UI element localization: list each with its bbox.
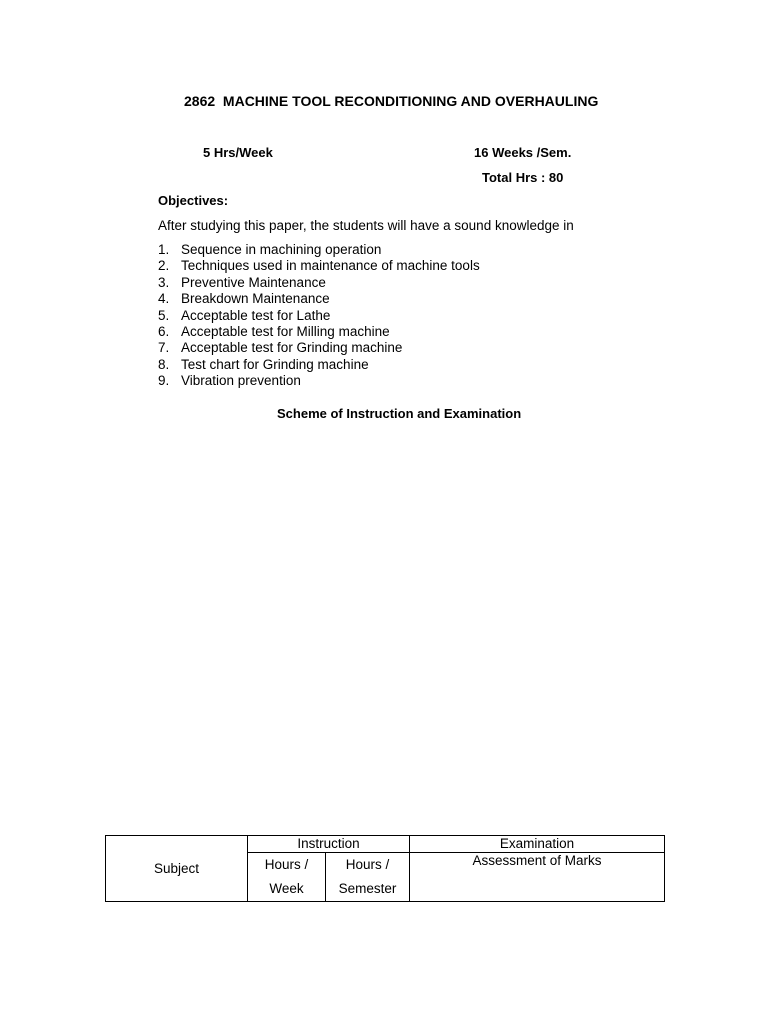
list-item-number: 1.: [158, 242, 170, 257]
list-item: [158, 357, 480, 373]
list-item-number: 6.: [158, 324, 170, 340]
list-item-text: Vibration prevention: [181, 373, 301, 389]
objectives-heading: Objectives:: [158, 193, 229, 208]
list-item-text: Techniques used in maintenance of machine tools: [181, 258, 480, 274]
list-item-text: Acceptable test for Grinding machine: [181, 340, 403, 356]
hours-week-header-cell: [248, 853, 326, 902]
list-item: [158, 324, 480, 340]
list-item-number: 5.: [158, 307, 170, 323]
hours-semester-header-cell: [326, 853, 410, 902]
list-item-text: Preventive Maintenance: [181, 274, 326, 290]
hours-week-line1: Hours /: [264, 857, 309, 872]
subject-header-cell: Subject: [106, 836, 248, 902]
list-item: [158, 275, 480, 291]
hours-per-week: 5 Hrs/Week: [203, 145, 273, 160]
list-item: [158, 340, 480, 356]
hours-week-line2: Week: [269, 881, 304, 896]
list-item: [158, 373, 480, 389]
list-item-text: Sequence in machining operation: [181, 242, 382, 257]
list-item: [158, 242, 480, 258]
objectives-intro: After studying this paper, the students will have a sound knowledge in: [158, 218, 574, 233]
list-item-number: 2.: [158, 258, 170, 274]
list-item-text: Test chart for Grinding machine: [181, 356, 369, 372]
document-title: 2862 MACHINE TOOL RECONDITIONING AND OVERHAULING: [184, 93, 599, 109]
weeks-per-semester: 16 Weeks /Sem.: [474, 145, 572, 160]
table-row: [106, 836, 665, 853]
list-item-text: Breakdown Maintenance: [181, 291, 330, 307]
list-item: [158, 308, 480, 324]
hours-semester-line2: Semester: [338, 881, 397, 896]
list-item-number: 8.: [158, 356, 170, 372]
list-item-number: 4.: [158, 291, 170, 307]
list-item-number: 7.: [158, 340, 170, 356]
assessment-header-cell: Assessment of Marks: [410, 853, 665, 902]
scheme-table: [105, 835, 665, 902]
list-item-number: 9.: [158, 373, 170, 389]
hours-semester-line1: Hours /: [345, 857, 390, 872]
list-item-text: Acceptable test for Lathe: [181, 307, 331, 323]
list-item: [158, 291, 480, 307]
list-item-number: 3.: [158, 274, 170, 290]
examination-header-cell: Examination: [410, 836, 665, 853]
objectives-list: [158, 242, 480, 390]
scheme-heading: Scheme of Instruction and Examination: [277, 406, 522, 421]
instruction-header-cell: Instruction: [248, 836, 410, 853]
total-hours: Total Hrs : 80: [482, 170, 564, 185]
list-item-text: Acceptable test for Milling machine: [181, 324, 390, 340]
list-item: [158, 258, 480, 274]
